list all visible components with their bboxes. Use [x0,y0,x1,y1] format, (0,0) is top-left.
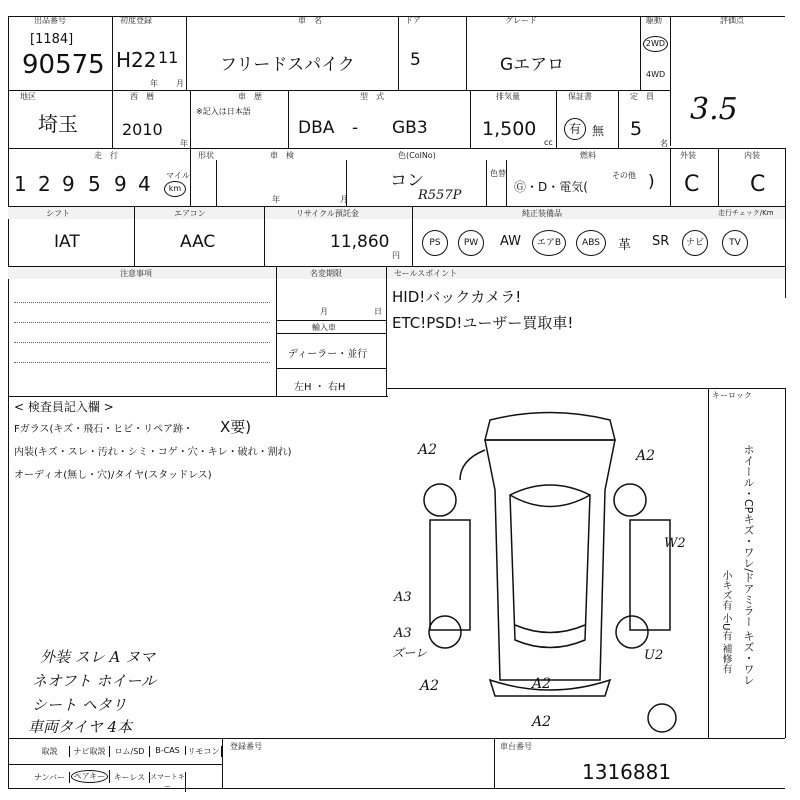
fuel-label: 燃料 [580,151,596,160]
inspection-label: 車 歴 [238,92,262,101]
fuel-value: Ⓖ・D・電気( [514,180,588,194]
score-value: 3.5 [690,92,738,127]
color-change-label: 色替 [490,169,506,178]
import-label: 輸入車 [312,323,336,332]
hand-note-2: ネオフト ホイール [32,672,157,690]
handle-side: 左H ・ 右H [294,382,346,393]
recycle-label: リサイクル預託金 [296,209,359,218]
title-day: 日 [374,307,382,316]
equip-leather: 革 [618,238,632,253]
interior-grade: C [750,172,766,197]
hand-note-4: 車両タイヤ 4本 [28,718,133,736]
mileage-unit-mile: マイル [166,171,190,180]
mark-a2-rear: A2 [532,676,552,692]
model-code: GB3 [392,118,428,138]
footer-cell-rom-sd: ロム/SD [110,746,150,757]
shaken-label: 車 検 [270,151,294,160]
sales-point-line1: HID!バックカメラ! [392,288,522,306]
mark-a2-rear-left: A2 [420,678,440,694]
title-label: 名変期限 [310,269,342,278]
shaken-year-unit: 年 [272,195,280,204]
fuel-close: ) [648,172,655,192]
mark-a2-front-right: A2 [636,448,656,464]
equip-navi-circled: ナビ [682,230,708,256]
inspector-line1-mark: X要) [220,418,252,436]
lot-bracket: [1184] [30,32,74,47]
chassis-number: 1316881 [582,760,672,784]
color-label: 色(ColNo) [398,151,436,160]
footer-cell-navi-manual: ナビ取説 [70,746,110,757]
sales-label: セールスポイント [394,269,458,278]
inspection-note: ※記入は日本語 [196,107,251,116]
footer-pair-key-circled: ペアキー [71,770,109,783]
reg-month-unit: 月 [176,79,184,88]
reg-label: 初度登録 [120,16,152,25]
equip-sr: SR [652,234,670,249]
car-windshield [510,495,590,507]
displacement-label: 排気量 [496,92,520,101]
recycle-unit: 円 [392,251,400,260]
region-value: 埼玉 [38,112,78,136]
side-legend: ホイール・CPキズ・ワレ/ドアミラー キズ・ワレ [742,444,755,686]
lot-number: 90575 [22,50,105,80]
mileage-digit: 2 [38,172,51,196]
caution-label: 注意事項 [120,269,152,278]
footer-cell-manual: 取説 [30,746,70,757]
wheel-rl [429,616,461,648]
inspector-line3: オーディオ(無し・穴)/タイヤ(スタッドレス) [14,470,212,481]
mileage-check-label: 走行チェック/Km [718,209,774,217]
year-label: 西 暦 [130,92,154,101]
mark-w2-right: W2 [664,536,686,551]
footer-cell-pair-key [70,770,110,783]
year-unit: 年 [180,139,188,148]
exterior-label: 外装 [680,151,696,160]
inspector-title: < 検査員記入欄 > [14,400,114,414]
interior-label: 内装 [744,151,760,160]
footer-cell-bcas: B-CAS [150,746,186,755]
car-rear-window [515,625,585,633]
equip-airbag-circled: エアB [532,230,566,256]
wheel-fr [614,484,646,516]
capacity-unit: 名 [660,139,668,148]
color-value: コン [390,171,424,191]
hand-note-1: 外装 スレ A ヌマ [40,648,156,666]
car-cabin [510,485,590,648]
footer-cell-keyless: キーレス [110,772,150,783]
wheel-fl [424,484,456,516]
mark-a2-front-left: A2 [418,442,438,458]
mark-a2-bumper: A2 [532,714,552,730]
eval-label: 評価点 [720,16,744,25]
shaken-month-unit: 月 [340,195,348,204]
drive-4wd: 4WD [646,70,666,79]
reg-year-unit: 年 [150,79,158,88]
inspector-line2: 内装(キズ・スレ・汚れ・シミ・コゲ・穴・キレ・破れ・割れ) [14,447,292,458]
wheel-rr [616,616,648,648]
hand-note-3: シート ヘタリ [32,696,127,714]
footer-cell-smart-key: スマートキー [150,773,185,791]
footer-cell-plate: ナンバー [30,772,70,783]
name-label: 車 名 [298,16,322,25]
side-legend-2: 小キズ有 小U有 補修有 [720,570,731,674]
warranty-no: 無 [592,124,605,138]
reg-era: H22 [116,48,157,72]
color-code: R557P [418,188,462,203]
model-dash: - [352,118,359,138]
mileage-digit: 9 [62,172,75,196]
mileage-digit: 1 [14,172,27,196]
reg-month: 11 [158,48,179,67]
car-roof-front [485,413,615,441]
sales-point-line2: ETC!PSD!ユーザー買取車! [392,314,574,332]
ac-value: AAC [180,232,216,252]
grade-label: グレード [505,16,537,25]
fuel-other: その他 [612,171,636,180]
warranty-yes-circled: 有 [564,118,586,140]
model-label: 型 式 [360,92,384,101]
mileage-label: 走 行 [94,151,118,160]
title-month: 月 [320,307,328,316]
left-door-panel [430,520,470,630]
type-label: 形状 [198,151,214,160]
mileage-digit: 5 [88,172,101,196]
displacement-unit: cc [544,138,553,147]
equip-aw: AW [500,234,522,249]
car-body [485,440,615,680]
mark-a3-left-lower: A3 [394,626,412,641]
mark-zure: ズーレ [392,646,428,660]
drive-label: 駆動 [646,16,662,25]
front-bumper [460,450,485,480]
spare-tire [648,704,676,732]
model-prefix: DBA [298,118,335,138]
year-value: 2010 [122,120,163,139]
equipment-label: 純正装備品 [522,209,562,218]
reg-number-label: 登録番号 [230,742,262,751]
mileage-unit-km: km [164,181,186,197]
region-label: 地区 [20,92,36,101]
capacity-label: 定 員 [630,92,654,101]
footer-cell-remote: リモコン [186,746,222,757]
drive-2wd-circled: 2WD [643,36,668,52]
mileage-digit: 9 [114,172,127,196]
equip-abs-circled: ABS [576,230,606,256]
grade-value: Gエアロ [500,55,565,75]
key-lock-label: キーロック [712,391,752,400]
capacity-value: 5 [630,118,643,140]
equip-pw-circled: PW [458,230,484,256]
ac-label: エアコン [174,209,206,218]
displacement-value: 1,500 [482,118,537,140]
inspector-line1: Fガラス(キズ・飛石・ヒビ・リペア跡・ [14,424,193,435]
shift-label: シフト [46,209,70,218]
mark-a3-left: A3 [394,590,412,605]
exterior-grade: C [684,172,700,197]
equip-tv-circled: TV [722,230,748,256]
equip-ps-circled: PS [422,230,448,256]
shift-value: IAT [54,232,80,252]
lot-label: 出品番号 [34,16,66,25]
warranty-label: 保証書 [568,92,592,101]
car-name: フリードスパイク [220,55,355,75]
door-label: ドア [405,16,421,25]
door-count: 5 [410,50,421,70]
import-value: ディーラー・並行 [288,349,368,360]
mileage-digit: 4 [138,172,151,196]
mark-u2-right: U2 [644,648,664,663]
recycle-value: 11,860 [330,232,390,252]
chassis-label: 車台番号 [500,742,532,751]
